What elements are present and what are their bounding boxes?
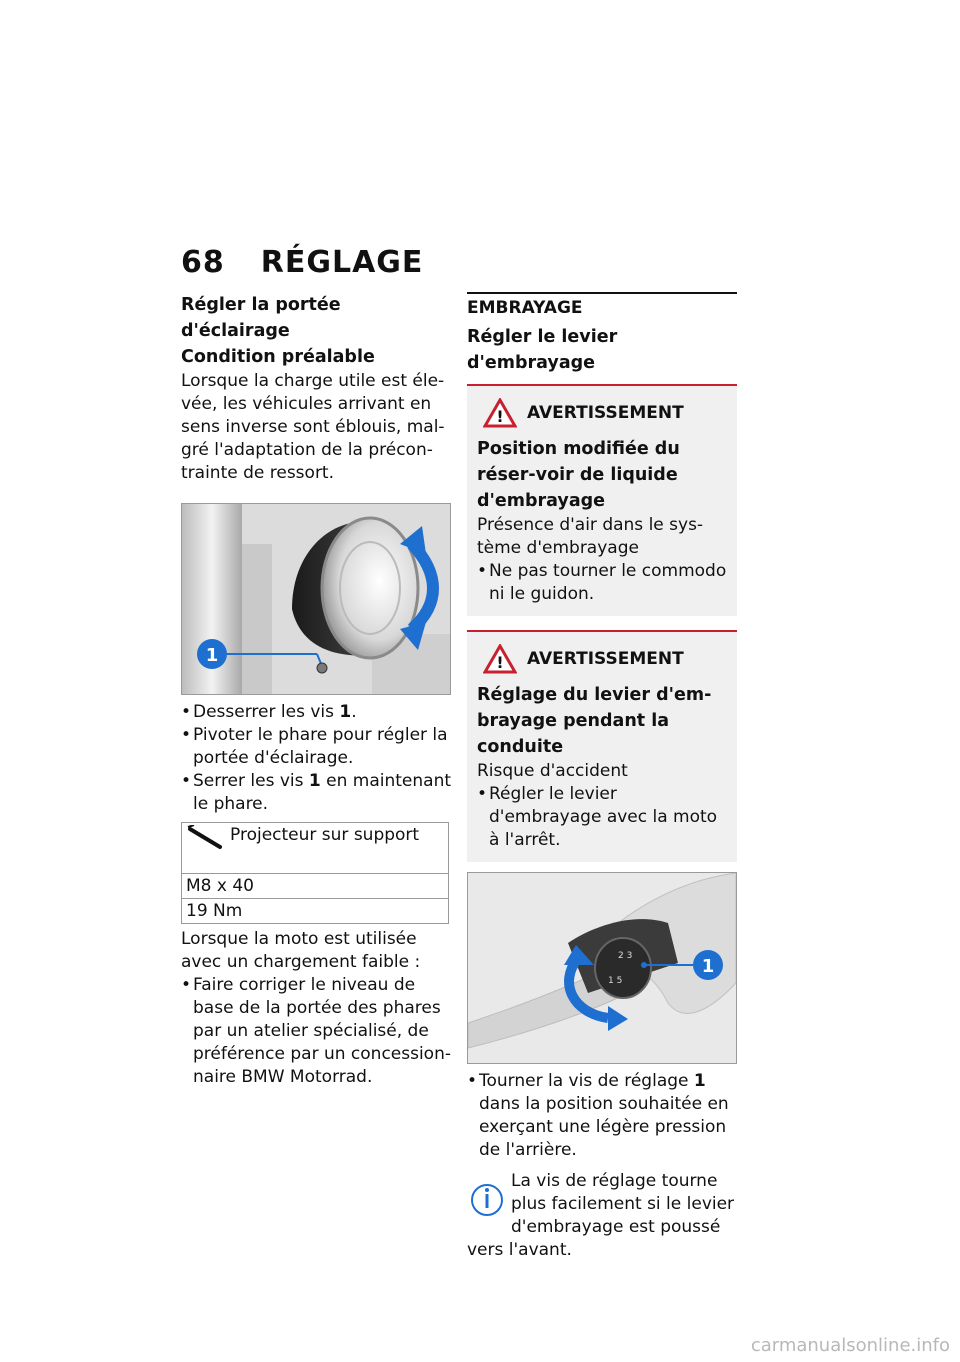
left-column	[181, 292, 453, 1089]
step-item: • Desserrer les vis 1.	[181, 701, 453, 724]
spec-title-cell	[182, 823, 449, 874]
watermark: carmanualsonline.info	[750, 1335, 950, 1356]
svg-text:!: !	[496, 407, 504, 426]
warning-title: Réglage du levier d'em-brayage pendant la conduite	[477, 685, 712, 757]
adjust-step	[467, 1070, 737, 1162]
intro-line: Lorsque la charge utile est éle-	[181, 371, 445, 391]
intro-line: gré l'adaptation de la précon-	[181, 440, 433, 460]
precondition-heading: Condition préalable	[181, 347, 375, 367]
step-item: • Tourner la vis de réglage 1 dans la position souhaitée en exerçant une légère pression de l'arrière.	[467, 1070, 737, 1162]
spec-size: M8 x 40	[182, 874, 449, 899]
warning-action: • Régler le levier d'embrayage avec la moto à l'arrêt.	[477, 783, 727, 852]
figure-callout: 1	[701, 956, 715, 977]
spec-torque: 19 Nm	[182, 899, 449, 924]
section-heading: Régler la portée d'éclairage	[181, 295, 341, 341]
intro-paragraph	[181, 370, 453, 485]
intro-line: sens inverse sont éblouis, mal-	[181, 417, 445, 437]
svg-text:2 3: 2 3	[618, 951, 633, 961]
warning-triangle-icon	[483, 398, 517, 428]
low-load-paragraph	[181, 928, 453, 974]
clutch-heading: Régler le levier d'embrayage	[467, 327, 618, 373]
low-load-step	[181, 974, 453, 1089]
warning-label: ! AVERTISSEMENT	[477, 644, 727, 674]
warning-action: • Ne pas tourner le commodo ni le guidon.	[477, 560, 727, 606]
paragraph-line: avec un chargement faible :	[181, 952, 421, 972]
figure-callout: 1	[205, 645, 219, 666]
paragraph-line: Lorsque la moto est utilisée	[181, 929, 417, 949]
warning-label: ! AVERTISSEMENT	[477, 398, 727, 428]
headlight-figure	[181, 503, 451, 695]
warning-cause: Risque d'accident	[477, 761, 628, 781]
info-note	[467, 1170, 737, 1262]
page-number: 68	[181, 245, 225, 280]
spec-title: Projecteur sur support	[230, 825, 420, 845]
warning-box	[467, 630, 737, 862]
intro-line: trainte de ressort.	[181, 463, 334, 483]
page-header	[181, 245, 423, 280]
info-text: La vis de réglage tourne plus facilement si le levier d'embrayage est poussé vers l'avant.	[467, 1171, 735, 1260]
torque-spec-table	[181, 822, 449, 924]
warning-triangle-icon	[483, 644, 517, 674]
warning-box	[467, 384, 737, 616]
clutch-lever-figure	[467, 872, 737, 1064]
intro-line: vée, les véhicules arrivant en	[181, 394, 432, 414]
step-list	[181, 701, 453, 816]
clutch-lever-illustration	[468, 873, 736, 1063]
step-item: • Faire corriger le niveau de base de la portée des phares par un atelier spécialisé, de préférence par un concession-naire BMW Motorrad.	[181, 974, 453, 1089]
svg-text:!: !	[496, 653, 504, 672]
headlight-illustration	[182, 504, 450, 694]
info-icon	[467, 1180, 507, 1224]
warning-title: Position modifiée du réser-voir de liquide d'embrayage	[477, 439, 680, 511]
clutch-section-title: EMBRAYAGE	[467, 292, 737, 318]
svg-text:1 5: 1 5	[608, 976, 623, 986]
step-item: • Serrer les vis 1 en maintenant le phare.	[181, 770, 453, 816]
warning-cause: Présence d'air dans le sys-tème d'embrayage	[477, 515, 704, 558]
right-column	[467, 292, 737, 1262]
wrench-icon	[186, 825, 230, 856]
step-item: • Pivoter le phare pour régler la portée d'éclairage.	[181, 724, 453, 770]
page-title: RÉGLAGE	[260, 245, 424, 280]
